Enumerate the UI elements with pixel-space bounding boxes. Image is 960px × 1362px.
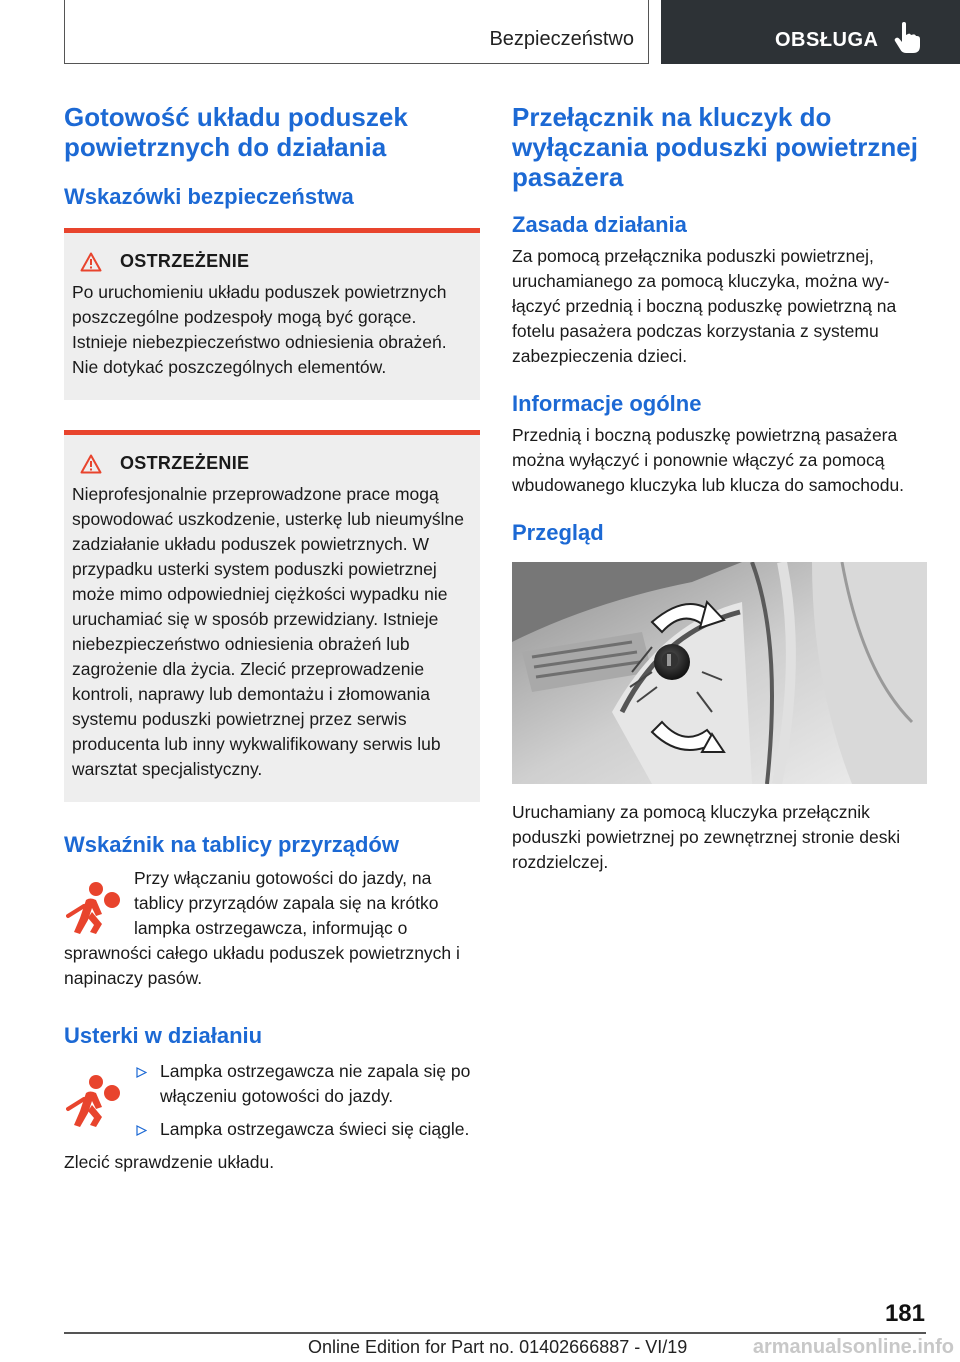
warning-text: Po uruchomieniu układu poduszek powietrznych poszczególne podzespoły mogą być gorące. Istnieje niebezpieczeństwo odniesienia obrażeń. Nie dotykać poszczególnych elementów. [72, 282, 447, 377]
warning-label: OSTRZEŻENIE [120, 453, 250, 473]
page-number: 181 [884, 1300, 925, 1327]
watermark: armanualsonline.info [752, 1336, 954, 1358]
list-item: Lampka ostrzegawcza nie zapala się po włączeniu gotowości do jazdy. [130, 1059, 480, 1109]
warning-label: OSTRZEŻENIE [120, 251, 250, 271]
header-chapter-title: OBSŁUGA [775, 29, 879, 51]
faults-block [64, 1059, 480, 1175]
header-chapter-box [661, 0, 960, 64]
bullet-triangle-icon [136, 1067, 147, 1078]
subheading-faults: Usterki w działaniu [64, 1023, 263, 1048]
airbag-warning-light-icon [66, 880, 120, 936]
warning-triangle-icon [80, 454, 102, 474]
warning-text: Nieprofesjonalnie przeprowadzone prace mogą spowodować uszkodzenie, usterkę lub nieumyślne zadziałanie układu poduszek powietrznych. W przypadku usterki system poduszki powietrznej może mimo odpowiedniej ciężkości wypadku nie uruchamiać się w sposób przewidziany. Istnieje niebezpieczeństwo odniesienia obrażeń lub zagrożenie dla życia. Zlecić przeprowadzenie kontroli, naprawy lub demontażu i złomowania systemu poduszki powietrznej przez serwis producenta lub inny wykwalifikowany serwis lub warsztat specjalistyczny. [72, 484, 465, 779]
warning-box-2 [64, 430, 480, 802]
subheading-general: Informacje ogólne [512, 391, 702, 416]
subheading-overview: Przegląd [512, 520, 604, 545]
warning-triangle-icon [80, 252, 102, 272]
section-title-airbag-readiness: Gotowość układu poduszek powietrznych do działania [64, 102, 408, 162]
subheading-principle: Zasada działania [512, 212, 687, 237]
header-section-box [64, 0, 649, 64]
principle-text: Za pomocą przełącznika poduszki powietrznej, uruchamianego za pomocą kluczyka, można wyłączyć przednią i boczną poduszkę powietrzną na fotelu pasażera podczas korzystania z systemu zabezpieczenia dzieci. [512, 246, 897, 366]
list-item: Lampka ostrzegawcza świeci się ciągle. [130, 1117, 480, 1142]
faults-action-text: Zlecić sprawdzenie układu. [64, 1152, 275, 1172]
bullet-triangle-icon [136, 1125, 147, 1136]
illustration-caption: Uruchamiany za pomocą kluczyka przełącznik poduszki powietrznej po zewnętrznej stronie deski rozdzielczej. [512, 802, 901, 872]
faults-list [130, 1059, 480, 1142]
subheading-safety: Wskazówki bezpieczeństwa [64, 184, 354, 209]
airbag-key-switch-illustration [512, 562, 927, 784]
right-column [512, 102, 927, 875]
general-text: Przednią i boczną poduszkę powietrzną pasażera można wyłączyć i ponownie włączyć za pomocą wbudowanego kluczyka lub klucza do samochodu. [512, 425, 905, 495]
indicator-block [64, 866, 480, 991]
warning-box-1 [64, 228, 480, 400]
footer-edition: Online Edition for Part no. 01402666887 - VI/19 [308, 1337, 688, 1357]
indicator-text: Przy włączaniu gotowości do jazdy, na tablicy przyrządów zapala się na krótko lampka ostrzegawcza, informując o sprawności całego układu poduszek powietrznych i napinaczy pasów. [64, 868, 460, 988]
airbag-warning-light-icon [66, 1073, 120, 1129]
left-column [64, 102, 480, 1175]
header-section-title: Bezpieczeństwo [489, 28, 634, 50]
pointing-hand-icon [894, 22, 920, 54]
section-title-key-switch: Przełącznik na kluczyk do wyłączania poduszki powietrznej pasażera [512, 102, 918, 192]
subheading-indicator: Wskaźnik na tablicy przyrządów [64, 832, 399, 857]
footer-divider [64, 1332, 926, 1334]
